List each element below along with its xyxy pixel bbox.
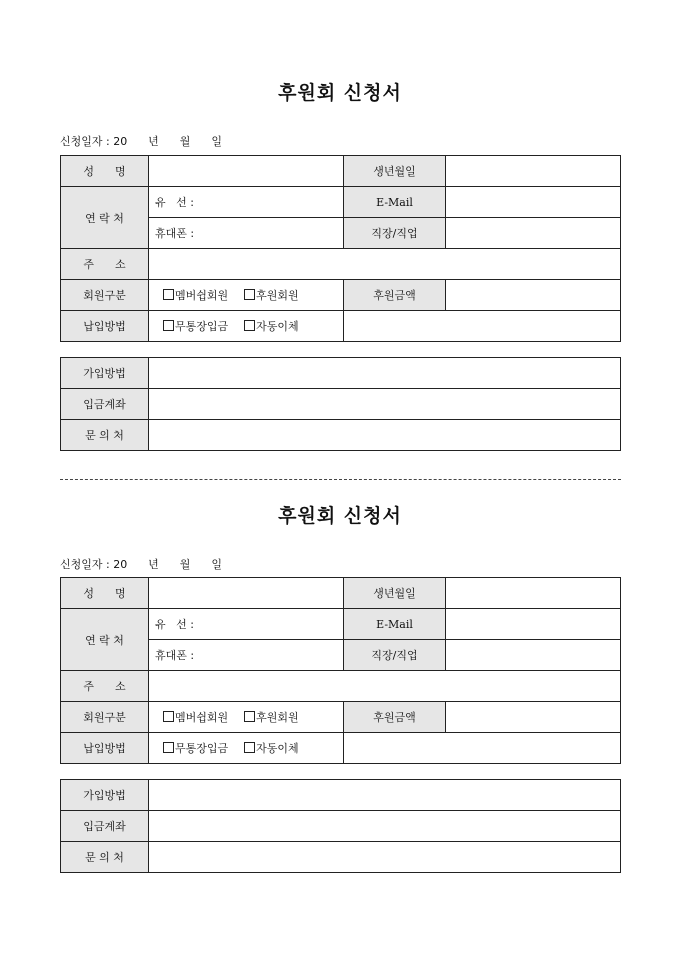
bank-transfer-option-label: 무통장입금 xyxy=(175,742,229,755)
bank-transfer-option-label: 무통장입금 xyxy=(175,320,229,333)
birth-label: 생년월일 xyxy=(344,578,446,609)
membership-checkbox[interactable] xyxy=(163,709,228,725)
application-date: 신청일자 : 20 년 월 일 xyxy=(60,558,223,571)
join-method-field[interactable] xyxy=(149,780,621,811)
phone-label: 유 선 : xyxy=(155,618,194,631)
bank-transfer-checkbox[interactable] xyxy=(163,318,228,334)
mobile-label: 휴대폰 : xyxy=(155,227,195,240)
auto-debit-checkbox[interactable] xyxy=(244,740,299,756)
form-title: 후원회 신청서 xyxy=(278,82,402,104)
supporter-option-label: 후원회원 xyxy=(256,289,299,302)
mobile-field[interactable] xyxy=(149,640,344,671)
checkbox-icon xyxy=(244,320,255,331)
application-date: 신청일자 : 20 년 월 일 xyxy=(60,135,223,148)
join-info-table xyxy=(60,779,621,873)
account-label: 입금계좌 xyxy=(61,811,149,842)
checkbox-icon xyxy=(244,711,255,722)
email-label: E-Mail xyxy=(344,187,446,218)
join-method-label: 가입방법 xyxy=(61,780,149,811)
form-title: 후원회 신청서 xyxy=(278,505,402,527)
email-label: E-Mail xyxy=(344,609,446,640)
member-type-label: 회원구분 xyxy=(61,702,149,733)
inquiry-label: 문 의 처 xyxy=(61,420,149,451)
membership-option-label: 멤버쉽회원 xyxy=(175,289,229,302)
address-label: 주 소 xyxy=(61,249,149,280)
birth-field[interactable] xyxy=(446,156,621,187)
address-field[interactable] xyxy=(149,249,621,280)
checkbox-icon xyxy=(163,742,174,753)
membership-option-label: 멤버쉽회원 xyxy=(175,711,229,724)
inquiry-label: 문 의 처 xyxy=(61,842,149,873)
account-field[interactable] xyxy=(149,389,621,420)
inquiry-field[interactable] xyxy=(149,420,621,451)
application-form-1 xyxy=(60,155,621,451)
payment-label: 납입방법 xyxy=(61,733,149,764)
phone-label: 유 선 : xyxy=(155,196,194,209)
name-field[interactable] xyxy=(149,156,344,187)
member-type-options xyxy=(149,702,344,733)
contact-label: 연 락 처 xyxy=(61,609,149,671)
join-info-table xyxy=(60,357,621,451)
mobile-field[interactable] xyxy=(149,218,344,249)
donation-field[interactable] xyxy=(446,702,621,733)
applicant-info-table xyxy=(60,155,621,342)
member-type-label: 회원구분 xyxy=(61,280,149,311)
job-field[interactable] xyxy=(446,640,621,671)
supporter-option-label: 후원회원 xyxy=(256,711,299,724)
join-method-field[interactable] xyxy=(149,358,621,389)
checkbox-icon xyxy=(244,742,255,753)
mobile-label: 휴대폰 : xyxy=(155,649,195,662)
payment-options xyxy=(149,311,344,342)
payment-extra-field[interactable] xyxy=(344,733,621,764)
cut-line-divider xyxy=(60,479,621,480)
checkbox-icon xyxy=(244,289,255,300)
donation-field[interactable] xyxy=(446,280,621,311)
contact-label: 연 락 처 xyxy=(61,187,149,249)
donation-label: 후원금액 xyxy=(344,702,446,733)
inquiry-field[interactable] xyxy=(149,842,621,873)
account-field[interactable] xyxy=(149,811,621,842)
checkbox-icon xyxy=(163,289,174,300)
bank-transfer-checkbox[interactable] xyxy=(163,740,228,756)
name-label: 성 명 xyxy=(61,578,149,609)
address-field[interactable] xyxy=(149,671,621,702)
supporter-checkbox[interactable] xyxy=(244,709,299,725)
name-label: 성 명 xyxy=(61,156,149,187)
membership-checkbox[interactable] xyxy=(163,287,228,303)
donation-label: 후원금액 xyxy=(344,280,446,311)
supporter-checkbox[interactable] xyxy=(244,287,299,303)
applicant-info-table xyxy=(60,577,621,764)
payment-extra-field[interactable] xyxy=(344,311,621,342)
job-label: 직장/직업 xyxy=(344,640,446,671)
email-field[interactable] xyxy=(446,609,621,640)
payment-options xyxy=(149,733,344,764)
checkbox-icon xyxy=(163,711,174,722)
auto-debit-checkbox[interactable] xyxy=(244,318,299,334)
join-method-label: 가입방법 xyxy=(61,358,149,389)
account-label: 입금계좌 xyxy=(61,389,149,420)
payment-label: 납입방법 xyxy=(61,311,149,342)
auto-debit-option-label: 자동이체 xyxy=(256,742,299,755)
email-field[interactable] xyxy=(446,187,621,218)
auto-debit-option-label: 자동이체 xyxy=(256,320,299,333)
phone-field[interactable] xyxy=(149,609,344,640)
checkbox-icon xyxy=(163,320,174,331)
job-field[interactable] xyxy=(446,218,621,249)
phone-field[interactable] xyxy=(149,187,344,218)
birth-field[interactable] xyxy=(446,578,621,609)
address-label: 주 소 xyxy=(61,671,149,702)
name-field[interactable] xyxy=(149,578,344,609)
birth-label: 생년월일 xyxy=(344,156,446,187)
job-label: 직장/직업 xyxy=(344,218,446,249)
member-type-options xyxy=(149,280,344,311)
application-form-2 xyxy=(60,577,621,873)
